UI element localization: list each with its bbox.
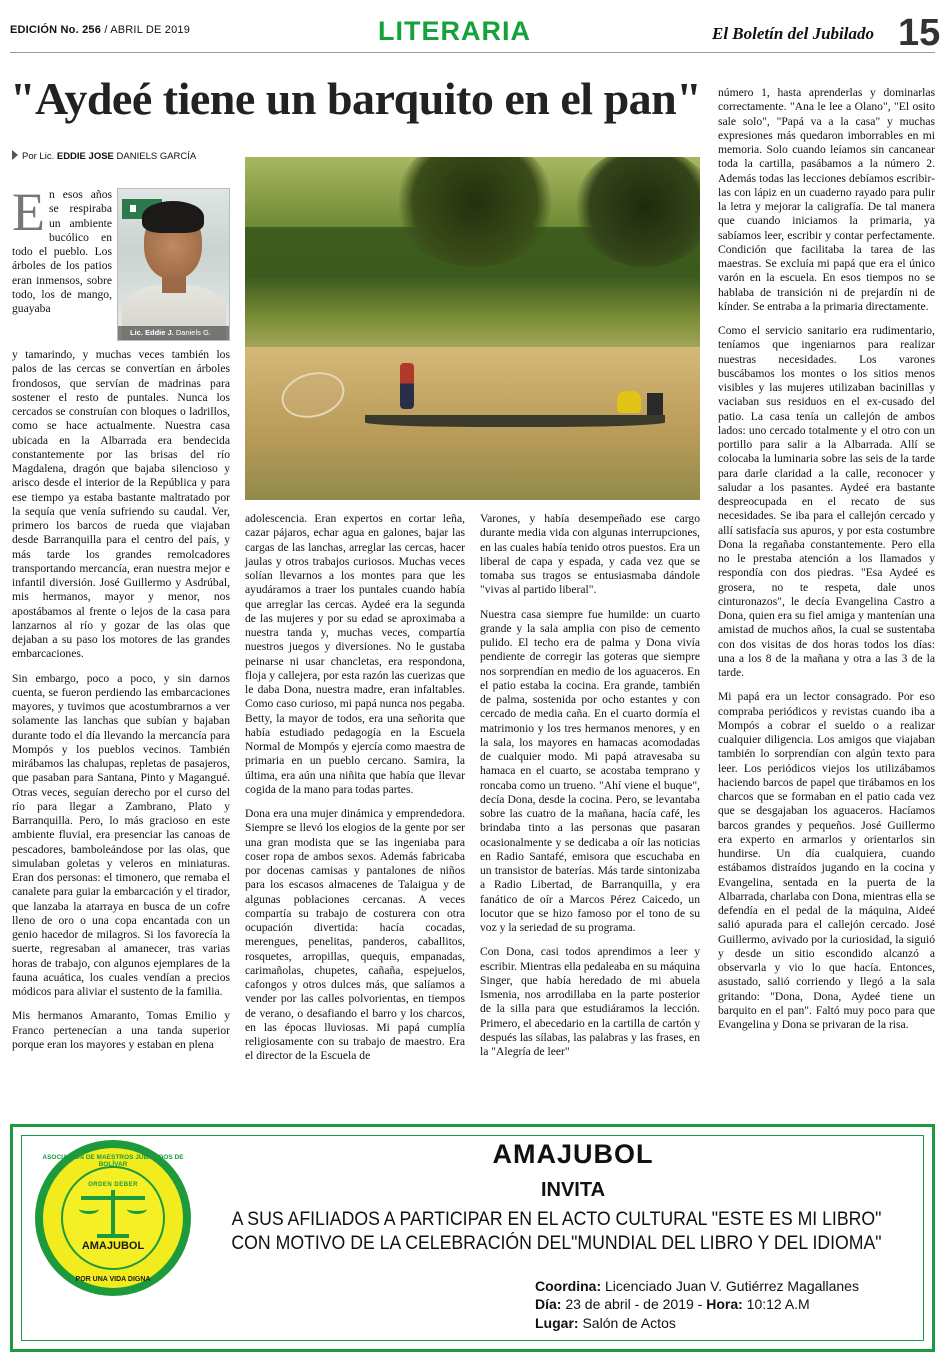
seal-mid-text: ORDEN DEBER xyxy=(88,1182,138,1188)
byline-name: EDDIE JOSE xyxy=(56,151,114,162)
date-row xyxy=(535,1295,859,1313)
coordinator-value: Licenciado Juan V. Gutiérrez Magallanes xyxy=(605,1278,859,1294)
ad-title: AMAJUBOL xyxy=(492,1139,654,1169)
header-divider xyxy=(10,52,935,53)
ad-details xyxy=(535,1277,859,1332)
col3-para-2: Nuestra casa siempre fue humilde: un cuarto grande y la sala amplia con piso de cemento pulido. El techo era de palma y Dona vivía pendiente de corregir las goteras que siempre nos sorprendían en medio de los aguaceros. En el patio estaba la cocina. Era grande, también de palma, sostenida por ocho estantes y con cercado de media caña. En el cuarto dormía el matrimonio y los tres hermanos menores, y en la sala, los mayores en hamacas acomodadas de cualquier modo. Mi papá atravesaba su hamaca en el cuarto, se acostaba temprano y roncaba como un trueno. "Ahí viene el buque", decía Dona, desde la cocina. Pero, se levantaba sobre las cuatro de la mañana, hacía café, les brindaba tinto a las personas que pasaran ocasionalmente y se dedicaba a oír las noticias en Radio Santafé, emisora que escuchaba en un transistor de baterías. Más tarde sintonizaba a Radio Libertad, de Barranquilla, y era fanático de oír a Marcos Pérez Caicedo, un locutor que se hizo famoso por el tono de su voz y la seriedad de su programa. xyxy=(480,607,700,934)
ad-line-2: CON MOTIVO DE LA CELEBRACIÓN DEL"MUNDIAL DEL LIBRO Y DEL IDIOMA" xyxy=(231,1233,882,1254)
article-title: "Aydeé tiene un barquito en el pan" xyxy=(10,73,702,124)
byline-surname: DANIELS GARCÍA xyxy=(116,151,197,162)
col1-para-3: Mis hermanos Amaranto, Tomas Emilio y Franco pertenecían a una tanda superior porque eran los mayores y estaban en plena xyxy=(12,1009,230,1051)
seal-top-text: ASOCIACIÓN DE MAESTROS JUBILADOS DE BOLÍVAR xyxy=(42,1154,184,1168)
section-title: LITERARIA xyxy=(378,16,531,46)
edition-number: No. 256 xyxy=(60,24,102,36)
col1-intro: n esos años se respiraba un ambiente bucólico en todo el pueblo. Los árboles de los patios eran inmensos, sobre todo, los de mango, guayaba xyxy=(12,188,112,315)
place-label: Lugar: xyxy=(535,1314,579,1331)
column-4 xyxy=(718,86,935,1032)
seal-brand: AMAJUBOL xyxy=(81,1240,145,1252)
place-row xyxy=(535,1314,859,1332)
col2-para-1: adolescencia. Eran expertos en cortar leña, cazar pájaros, echar agua en galones, bajar las cargas de las lanchas, arreglar las cercas, hacer jaulas y otros trabajos curiosos. Muchas veces solían llevarnos a los montes para que les ayudáramos a traer los puntales cuando había que arreglar las cercas. Aydeé era la segunda de las mujeres y por su edad se aproximaba a nuestra tanda y, muchas veces, compartía nuestros juegos y diversiones. No le gustaba peinarse ni usar chancletas, era respondona, floja y callejera, por esta razón las cuerizas que le daba Dona, nuestra madre, eran infaltables. Como caso curioso, mi papá nunca nos pegaba. Betty, la mayor de todos, era una señorita que había estudiado pedagogía en la Escuela Normal de Mompós y ejercía como maestra de primaria en un pueblo cercano. Samira, la última, era aún una niñita que había que llevar cogida de la mano para todas partes. xyxy=(245,512,465,796)
coordinator-label: Coordina: xyxy=(535,1278,602,1294)
hour-label: Hora: xyxy=(706,1296,743,1313)
drop-cap: E xyxy=(12,182,45,242)
river-photo xyxy=(245,157,700,500)
byline-prefix: Por Lic. xyxy=(22,151,55,162)
publication-name: El Boletín del Jubilado xyxy=(712,24,874,43)
ad-line-1: A SUS AFILIADOS A PARTICIPAR EN EL ACTO CULTURAL "ESTE ES MI LIBRO" xyxy=(231,1209,882,1230)
hour-value: 10:12 A.M xyxy=(746,1296,810,1313)
col4-para-1: número 1, hasta aprenderlas y dominarlas correctamente. "Ana le lee a Olano", "El osito sale solo", "Papá va a la casa" y muchas expresiones más quedaron imborrables en mi memoria. Solo cuando leíamos sin cancanear toda la cartilla, pasábamos a la número 2. Además todas las lecciones debíamos escribir-las con lápiz en un cuaderno rayado para pulir la letra y mejorar la caligrafía. De tal manera que cuando iniciamos la primaria, ya sabíamos leer, escribir y contar perfectamente. Condición que facilitaba la tarea de las maestras. Se excluía mi papá que era el único varón en la escuela. En esos tiempos no se hablaba de transición ni de prejardín ni de kínder. Se entraba a la primaria directamente. xyxy=(718,86,935,313)
seal-motto: POR UNA VIDA DIGNA xyxy=(75,1276,151,1283)
col3-para-1: Varones, y había desempeñado ese cargo durante media vida con algunas interrupciones, en las cuales había tenido otros puestos. Era un liberal de capa y espada, y cada vez que se tomaba sus tragos se entusiasmaba dándole "vivas al partido liberal". xyxy=(480,512,700,597)
portrait-caption-bold: Lic. Eddie J. xyxy=(130,328,174,337)
col1-para-1: y tamarindo, y muchas veces también los palos de las cercas se convertían en árboles frondosos, que servían de madrinas para sostener el resto de puntales. Nunca los cercados se construían con bloques o ladrillos, como se hace actualmente. Nuestra casa ubicada en la Albarrada era bendecida constantemente por las brisas del río Magdalena, dragón que bajaba silencioso y arisco desde el interior de la República y para ese tiempo ya estaba bastante maltratado por la sequía que venía sufriendo su caudal. Ver, primero los barcos de rueda que viajaban desde Barranquilla para el centro del país, y más tarde los grandes remolcadores transportando mercancía, eran nuestra mejor e infantil diversión. José Guillermo y Asdrúbal, mis hermanos, mayor y menor, nos apostábamos al frente o lejos de la casa para lanzarnos al río y gozar de las olas que dejaban a su paso los motores de las grandes embarcaciones. xyxy=(12,348,230,661)
column-3 xyxy=(480,512,700,1059)
column-2 xyxy=(245,512,465,1064)
day-value: 23 de abril - de 2019 - xyxy=(565,1296,703,1313)
col4-para-2: Como el servicio sanitario era rudimentario, teníamos que ingeniarnos para realizar nuestras necesidades. Los varones buscábamos los montes o los sitios menos visibles y las mujeres utilizaban bacinillas y vaciaban sus residuos en el ex-cusado del patio. La casa tenía un callejón de ambos lados: uno cercado totalmente y el otro con un portillo para salir a la Albarrada. Allí se colocaba la luminaria sobre las seis de la tarde para darle claridad a la calle, reconocer y saludar a los pasantes. Aydeé era bastante despreocupada en el recato de sus necesidades. Se iba para el callejón cercado y allí satisfacía sus apuros, y por esta costumbre Dona la regañaba constantemente. Pero ella no le prestaba atención a los llamados y respondía con dos piedras. "Esa Aydeé es grosera, no te respeta, dale unos cinturonazos", le decía Evangelina Castro a Dona, quien era su fiel amiga y mantenían una amistad de muchos años, la cual se sustentaba con dos visitas de dos horas todos los días: una a los 8 de la mañana y otra a las 3 de la tarde. xyxy=(718,324,935,679)
page-number: 15 xyxy=(898,12,941,54)
edition-info xyxy=(10,24,190,36)
amajubol-seal-logo xyxy=(35,1140,191,1296)
byline xyxy=(12,150,196,162)
col4-para-3: Mi papá era un lector consagrado. Por eso compraba periódicos y revistas cuando iba a Mompós a cobrar el sueldo o a realizar cualquier diligencia. Los amigos que viajaban también lo sorprendían con algún texto para leer. Los periódicos viejos los utilizábamos haciendo barcos de papel que tirábamos en los charcos que se formaban en el patio cada vez que se desgajaban los aguaceros. Hacíamos barcos grandes y pequeños. José Guillermo era experto en armarlos y orientarlos sin hundirse. Un día cualquiera, cuando estábamos distraídos jugando en la cocina y Evangelina, sentada en la puerta de la Albarrada, charlaba con Dona, mientras ella se defendía en el pedal de la máquina, Aideé salió apurada para el callejón cercado. José Guillermo, avivado por la curiosidad, la siguió y desde un sitio escondido alcanzó a observarla y vio lo que hacía. Entonces, asustado, salió corriendo y llegó a la sala gritando: "Dona, Dona, Aydeé tiene un barquito en el pan". Faltó muy poco para que Evangelina y Dona se privaran de la risa. xyxy=(718,690,935,1031)
col2-para-2: Dona era una mujer dinámica y emprendedora. Siempre se llevó los elogios de la gente por ser una gran modista que se las ingeniaba para coser ropa de ambos sexos. Además fabricaba por docenas camisas y pantalones de niños para los escasos almacenes de Talaigua y de algunas poblaciones cercanas. A veces compartía su trabajo de costurera con otra ocupación divertida: hacía cocadas, merengues, penelitas, panderos, caballitos, rosquetes, arropillas, quequis, empanadas, carimañolas, chupetes, cañaña, espejuelos, cafongos y otros dulces más, que salíamos a vender por las calles polvorientas, en tiempos de verano, o desafiando el barro y los charcos, en las épocas lluviosas. Mi papá cumplía religiosamente con su trabajo de maestro. Era el director de la Escuela de xyxy=(245,807,465,1063)
event-announcement xyxy=(10,1124,935,1352)
coordinator-row xyxy=(535,1277,859,1295)
column-1 xyxy=(12,182,230,1052)
byline-arrow-icon xyxy=(12,150,18,160)
col3-para-3: Con Dona, casi todos aprendimos a leer y escribir. Mientras ella pedaleaba en su máquina Singer, que había heredado de mi abuela Ismenia, nos arrodillaba en la parte posterior de la silla para que estudiáramos la lección. Primero, el abecedario en la cartilla de cartón y después las sílabas, las palabras y las frases, en la "Alegría de leer" xyxy=(480,945,700,1058)
portrait-caption-text: Daniels G. xyxy=(175,328,211,337)
day-label: Día: xyxy=(535,1296,562,1313)
edition-label: EDICIÓN xyxy=(10,24,58,36)
place-value: Salón de Actos xyxy=(582,1314,676,1331)
edition-date: / ABRIL DE 2019 xyxy=(104,24,191,36)
col1-para-2: Sin embargo, poco a poco, y sin darnos cuenta, se fueron perdiendo las embarcaciones mayores, y tuvimos que acostumbrarnos a ver solamente las lanchas que subían y bajaban durante todo el día llevando la mercancía para Mompós y los pueblos vecinos. También mirábamos las chalupas, repletas de pasajeros, que pasaban para Santana, Pinto y Magangué. Otras veces, seguían derecho por el curso del río para llegar a Zambrano, Plato y Barranquilla. Pero, lo más gracioso en este ambiente fluvial, era presenciar las canoas de pescadores, bamboleándose por las olas, que simulaban goletas y veleros en miniaturas. Eran dos personas: el timonero, que remaba el canalete para guiar la embarcación y el tirador, que lanzaba la atarraya en busca de un cofre lleno de oro o una copa encantada con un genio hacedor de milagros. Si los favorecía la suerte, regresaban al amanecer, tras varias horas de trabajo, con algunos ejemplares de la fauna acuática, los cuales vendían a precios módicos para aliviar el sustento de la familia. xyxy=(12,671,230,998)
canoe-icon xyxy=(365,415,665,427)
ad-invita: INVITA xyxy=(540,1179,606,1201)
